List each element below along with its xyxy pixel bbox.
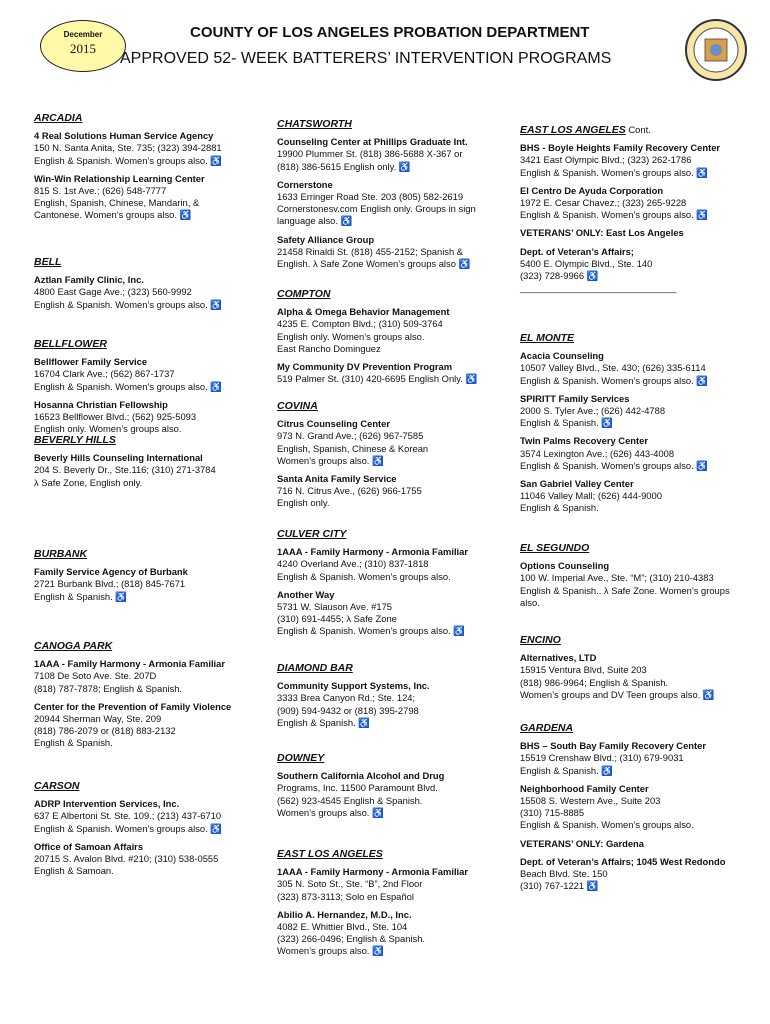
program-detail: English & Samoan.: [34, 865, 114, 877]
program-entry: [277, 234, 517, 271]
program-detail: 21458 Rinaldi St. (818) 455-2152; Spanish &: [277, 245, 464, 257]
program-detail: Women’s groups also. ♿: [277, 454, 384, 466]
program-detail: 4235 E. Compton Blvd.; (310) 509-3764: [277, 318, 443, 330]
program-name: Dept. of Veteran’s Affairs;: [520, 245, 634, 257]
program-entry: [277, 866, 517, 903]
program-entry: [34, 841, 274, 878]
program-entry: [34, 452, 274, 489]
program-detail: (818) 986-9964; English & Spanish.: [520, 676, 669, 688]
program-detail: (310) 691-4455; λ Safe Zone: [277, 613, 397, 625]
program-entry: [520, 185, 760, 222]
program-entry: [520, 142, 760, 179]
city-heading: EAST LOS ANGELES: [277, 848, 383, 860]
program-detail: 16704 Clark Ave.; (562) 867-1737: [34, 368, 175, 380]
program-detail: 11046 Valley Mall; (626) 444-9000: [520, 490, 662, 502]
program-name: Dept. of Veteran’s Affairs; 1045 West Redondo: [520, 855, 726, 867]
city-section: [277, 528, 517, 638]
program-detail: 19900 Plummer St. (818) 386-5688 X-367 or: [277, 148, 463, 160]
city-heading: COVINA: [277, 400, 318, 412]
program-detail: 973 N. Grand Ave.; (626) 967-7585: [277, 430, 424, 442]
program-entry: [520, 652, 760, 701]
program-entry: [34, 173, 274, 222]
program-detail: language also. ♿: [277, 215, 353, 227]
program-detail: English & Spanish. ♿: [520, 417, 613, 429]
program-detail: English, Spanish, Chinese, Mandarin, &: [34, 197, 200, 209]
program-detail: (323) 728-9966 ♿: [520, 270, 599, 282]
city-heading: COMPTON: [277, 288, 331, 300]
program-name: Options Counseling: [520, 560, 610, 572]
program-entry: [277, 909, 517, 958]
program-detail: English & Spanish. Women’s groups also. ♿: [277, 625, 465, 637]
city-heading: CHATSWORTH: [277, 118, 352, 130]
program-detail: 637 E Albertoni St. Ste. 109.; (213) 437-6710: [34, 810, 222, 822]
city-heading: BEVERLY HILLS: [34, 434, 116, 446]
program-detail: (818) 787-7878; English & Spanish.: [34, 682, 183, 694]
program-name: Family Service Agency of Burbank: [34, 566, 188, 578]
program-detail: English, Spanish, Chinese & Korean: [277, 442, 429, 454]
program-entry: [520, 350, 760, 387]
program-entry: [34, 798, 274, 835]
program-detail: ______________________________: [520, 282, 677, 294]
program-detail: Cantonese. Women’s groups also. ♿: [34, 209, 192, 221]
city-section: [34, 256, 274, 311]
program-detail: λ Safe Zone, English only.: [34, 476, 143, 488]
program-detail: 2000 S. Tyler Ave.; (626) 442-4788: [520, 405, 666, 417]
program-entry: [277, 770, 517, 819]
city-section: [34, 640, 274, 750]
program-detail: 1972 E. Cesar Chavez.; (323) 265-9228: [520, 197, 687, 209]
city-heading: BELLFLOWER: [34, 338, 107, 350]
program-name: Safety Alliance Group: [277, 233, 375, 245]
program-entry: [520, 838, 760, 850]
city-section: [277, 848, 517, 958]
program-detail: 4240 Overland Ave.; (310) 837-1818: [277, 558, 429, 570]
city-section: [520, 722, 760, 892]
program-entry: [34, 356, 274, 393]
program-detail: English & Spanish. Women’s groups also. ♿: [34, 154, 222, 166]
program-detail: 16523 Bellflower Blvd.; (562) 925-5093: [34, 411, 197, 423]
program-name: Beverly Hills Counseling International: [34, 452, 203, 464]
program-detail: 4082 E. Whittier Blvd., Ste. 104: [277, 921, 408, 933]
city-heading: CARSON: [34, 780, 80, 792]
city-heading: ENCINO: [520, 634, 561, 646]
program-detail: English & Spanish.. λ Safe Zone. Women’s groups: [520, 584, 730, 596]
city-section: [520, 542, 760, 609]
program-entry: [34, 701, 274, 750]
program-detail: Women’s groups also. ♿: [277, 945, 384, 957]
program-detail: 815 S. 1st Ave.; (626) 548-7777: [34, 185, 167, 197]
city-section: [34, 112, 274, 222]
program-entry: [34, 274, 274, 311]
program-detail: English & Spanish. Women’s groups also. ♿: [34, 380, 222, 392]
program-name: 1AAA - Family Harmony - Armonia Familiar: [34, 658, 226, 670]
program-detail: 2721 Burbank Blvd.; (818) 845-7671: [34, 578, 186, 590]
program-detail: (909) 594-9432 or (818) 395-2798: [277, 704, 419, 716]
program-detail: 10507 Valley Blvd., Ste. 430; (626) 335-6114: [520, 362, 706, 374]
city-heading: CANOGA PARK: [34, 640, 113, 652]
program-name: VETERANS’ ONLY: East Los Angeles: [520, 227, 684, 239]
program-name: Bellflower Family Service: [34, 356, 148, 368]
program-detail: English only.: [277, 497, 330, 509]
program-entry: [277, 361, 517, 385]
program-entry: [34, 658, 274, 695]
program-detail: English & Spanish. Women’s groups also. ♿: [520, 166, 708, 178]
city-section: [277, 400, 517, 510]
badge-year: 2015: [70, 41, 96, 56]
program-name: VETERANS’ ONLY: Gardena: [520, 837, 644, 849]
program-entry: [520, 783, 760, 832]
program-detail: (310) 715-8885: [520, 807, 585, 819]
program-detail: 1633 Erringer Road Ste. 203 (805) 582-2619: [277, 191, 464, 203]
program-name: Office of Samoan Affairs: [34, 840, 144, 852]
program-name: 4 Real Solutions Human Service Agency: [34, 130, 214, 142]
program-detail: 716 N. Citrus Ave., (626) 966-1755: [277, 485, 422, 497]
city-heading: CULVER CITY: [277, 528, 347, 540]
city-section: [34, 434, 274, 489]
city-section: [520, 332, 760, 515]
program-detail: English & Spanish. Women’s groups also. ♿: [34, 298, 222, 310]
program-detail: 15519 Crenshaw Blvd.; (310) 679-9031: [520, 752, 684, 764]
program-entry: [520, 740, 760, 777]
program-name: Hosanna Christian Fellowship: [34, 398, 168, 410]
program-detail: (818) 786-2079 or (818) 883-2132: [34, 725, 176, 737]
program-detail: English & Spanish.: [34, 737, 113, 749]
program-name: BHS – South Bay Family Recovery Center: [520, 740, 706, 752]
program-detail: East Rancho Dominguez: [277, 342, 381, 354]
program-name: San Gabriel Valley Center: [520, 478, 634, 490]
program-entry: [520, 856, 760, 893]
city-section: [520, 124, 760, 294]
program-name: ADRP Intervention Services, Inc.: [34, 798, 180, 810]
program-entry: [34, 130, 274, 167]
program-entry: [277, 473, 517, 510]
program-entry: [520, 560, 760, 609]
program-entry: [520, 435, 760, 472]
city-heading: BURBANK: [34, 548, 88, 560]
program-name: Cornerstone: [277, 178, 333, 190]
program-detail: English & Spanish. Women’s groups also. ♿: [34, 822, 222, 834]
program-entry: [520, 227, 760, 239]
program-name: Neighborhood Family Center: [520, 782, 649, 794]
program-detail: English & Spanish. Women’s groups also.: [277, 570, 451, 582]
program-detail: 204 S. Beverly Dr., Ste.116; (310) 271-3784: [34, 464, 216, 476]
city-section: [277, 662, 517, 729]
program-entry: [277, 179, 517, 228]
program-name: El Centro De Ayuda Corporation: [520, 184, 664, 196]
city-heading: ARCADIA: [34, 112, 83, 124]
program-detail: 15508 S. Western Ave., Suite 203: [520, 795, 661, 807]
program-entry: [520, 393, 760, 430]
program-name: Center for the Prevention of Family Violence: [34, 700, 232, 712]
program-detail: 20944 Sherman Way, Ste. 209: [34, 713, 162, 725]
program-detail: 305 N. Soto St., Ste. “B”, 2nd Floor: [277, 878, 423, 890]
date-badge: [40, 20, 126, 72]
city-heading: EL SEGUNDO: [520, 542, 590, 554]
program-entry: [277, 306, 517, 355]
program-detail: 5400 E. Olympic Blvd., Ste. 140: [520, 257, 653, 269]
city-section: [34, 780, 274, 877]
program-detail: English & Spanish. Women’s groups also.: [520, 819, 694, 831]
city-heading: DIAMOND BAR: [277, 662, 353, 674]
city-heading: EAST LOS ANGELES: [520, 124, 626, 136]
city-section: [277, 752, 517, 819]
heading-suffix: Cont.: [625, 124, 651, 135]
program-detail: 3574 Lexington Ave.; (626) 443-4008: [520, 447, 675, 459]
program-detail: (323) 266-0496; English & Spanish.: [277, 933, 426, 945]
program-detail: English only. Women’s groups also.: [277, 330, 425, 342]
program-name: Aztlan Family Clinic, Inc.: [34, 274, 144, 286]
program-detail: 3421 East Olympic Blvd.; (323) 262-1786: [520, 154, 692, 166]
city-heading: EL MONTE: [520, 332, 575, 344]
program-detail: (323) 873-3113; Solo en Español: [277, 890, 414, 902]
program-detail: English only. Women’s groups also.: [34, 423, 182, 435]
program-entry: [34, 566, 274, 603]
program-name: Another Way: [277, 588, 335, 600]
city-heading: BELL: [34, 256, 62, 268]
program-detail: 3333 Brea Canyon Rd.; Ste. 124;: [277, 692, 416, 704]
program-name: 1AAA - Family Harmony - Armonia Familiar: [277, 546, 469, 558]
program-detail: 20715 S. Avalon Blvd. #210; (310) 538-0555: [34, 853, 219, 865]
program-name: Southern California Alcohol and Drug: [277, 770, 445, 782]
county-seal-icon: [684, 18, 748, 82]
city-heading: GARDENA: [520, 722, 574, 734]
program-detail: 4800 East Gage Ave.; (323) 560-9992: [34, 286, 192, 298]
program-name: Counseling Center at Phillips Graduate Int.: [277, 136, 468, 148]
program-detail: English & Spanish.: [520, 502, 599, 514]
program-name: Alternatives, LTD: [520, 652, 597, 664]
program-detail: English & Spanish. ♿: [520, 764, 613, 776]
program-detail: Beach Blvd. Ste. 150: [520, 868, 608, 880]
program-detail: (310) 767-1221 ♿: [520, 880, 599, 892]
program-name: Alpha & Omega Behavior Management: [277, 306, 450, 318]
program-name: Abilio A. Hernandez, M.D., Inc.: [277, 908, 412, 920]
program-name: My Community DV Prevention Program: [277, 361, 453, 373]
city-heading: DOWNEY: [277, 752, 325, 764]
program-detail: Programs, Inc. 11500 Paramount Blvd.: [277, 782, 438, 794]
program-detail: 5731 W. Slauson Ave. #175: [277, 601, 393, 613]
city-section: [34, 548, 274, 603]
city-section: [277, 288, 517, 385]
program-detail: also.: [520, 596, 540, 608]
program-entry: [520, 478, 760, 515]
program-detail: (562) 923-4545 English & Spanish.: [277, 794, 423, 806]
program-name: Twin Palms Recovery Center: [520, 435, 648, 447]
program-detail: 150 N. Santa Anita, Ste. 735; (323) 394-2881: [34, 142, 222, 154]
program-entry: [277, 680, 517, 729]
program-name: Santa Anita Family Service: [277, 473, 397, 485]
page-title: COUNTY OF LOS ANGELES PROBATION DEPARTMENT: [190, 24, 590, 41]
program-detail: 519 Palmer St. (310) 420-6695 English Only. ♿: [277, 373, 478, 385]
program-name: Win-Win Relationship Learning Center: [34, 172, 205, 184]
program-detail: English & Spanish. Women’s groups also. ♿: [520, 374, 708, 386]
badge-month: December: [63, 30, 103, 39]
program-detail: Women’s groups also. ♿: [277, 806, 384, 818]
program-name: Citrus Counseling Center: [277, 418, 391, 430]
program-name: BHS - Boyle Heights Family Recovery Center: [520, 142, 721, 154]
program-entry: [277, 546, 517, 583]
city-section: [34, 338, 274, 435]
program-detail: 15915 Ventura Blvd, Suite 203: [520, 664, 647, 676]
program-name: 1AAA - Family Harmony - Armonia Familiar: [277, 866, 469, 878]
program-entry: [520, 246, 760, 295]
page-subtitle: APPROVED 52- WEEK BATTERERS’ INTERVENTION PROGRAMS: [120, 50, 612, 67]
program-detail: Women’s groups and DV Teen groups also. ♿: [520, 688, 715, 700]
program-detail: English & Spanish. ♿: [277, 716, 370, 728]
city-section: [277, 118, 517, 270]
program-detail: 100 W. Imperial Ave., Ste. “M”; (310) 210-4383: [520, 572, 714, 584]
program-detail: English & Spanish. ♿: [34, 590, 127, 602]
program-detail: English. λ Safe Zone Women’s groups also ♿: [277, 258, 471, 270]
program-detail: English & Spanish. Women’s groups also. ♿: [520, 459, 708, 471]
program-name: Acacia Counseling: [520, 350, 604, 362]
program-entry: [277, 418, 517, 467]
program-detail: (818) 386-5615 English only. ♿: [277, 160, 411, 172]
program-detail: English & Spanish. Women’s groups also. ♿: [520, 209, 708, 221]
city-section: [520, 634, 760, 701]
program-name: Community Support Systems, Inc.: [277, 680, 430, 692]
program-entry: [277, 589, 517, 638]
program-entry: [34, 399, 274, 436]
program-name: SPIRITT Family Services: [520, 392, 630, 404]
program-entry: [277, 136, 517, 173]
program-detail: 7108 De Soto Ave. Ste. 207D: [34, 670, 157, 682]
program-detail: Cornerstonesv.com English only. Groups in sign: [277, 203, 476, 215]
